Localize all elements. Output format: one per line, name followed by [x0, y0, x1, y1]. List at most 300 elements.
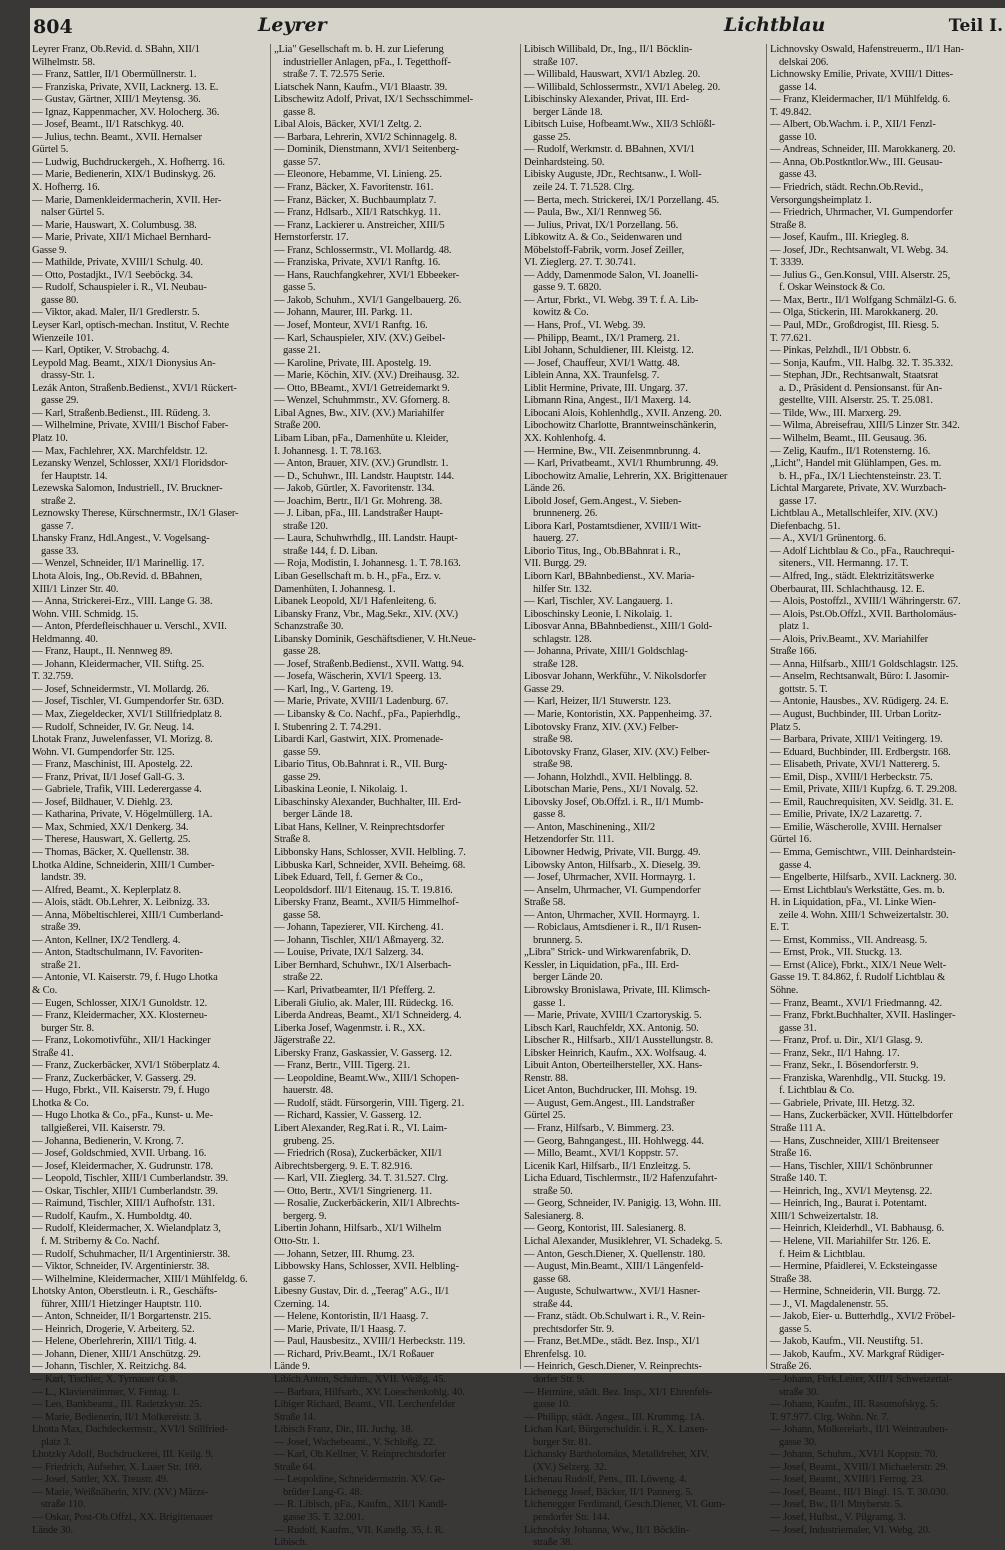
directory-entry-line: tallgießerei, VII. Kaiserstr. 79. — [41, 1123, 166, 1135]
directory-entry-line: — Johann, Kaufm., III. Rasumofskyg. 5. — [770, 1399, 938, 1411]
directory-entry-line: Lhotzky Adolf, Buchdruckerei, III. Keilg. 9. — [32, 1449, 214, 1461]
directory-entry-line: Gasse 19. T. 84.862, f. Rudolf Lichtblau & — [770, 972, 946, 984]
directory-entry-line: — Mathilde, Private, XVIII/1 Schulg. 40. — [32, 257, 203, 269]
directory-entry-line: — Auguste, Schulwartww., XVI/1 Hasner- — [524, 1286, 701, 1298]
directory-entry-line: Libsker Heinrich, Kaufm., XX. Wolfsaug. 4. — [524, 1047, 707, 1059]
directory-entry-line: straße 107. — [533, 56, 578, 68]
directory-entry-line: — Richard, Kassier, V. Gasserg. 12. — [274, 1110, 422, 1122]
directory-entry-line: Libowner Hedwig, Private, VII. Burgg. 49. — [524, 847, 701, 858]
directory-entry-line: straße 21. — [41, 959, 81, 971]
directory-entry-line: — Johanna, Bedienerin, V. Krong. 7. — [32, 1135, 184, 1147]
directory-entry-line: — Emil, Disp., XVIII/1 Herbeckstr. 75. — [770, 771, 933, 783]
directory-entry-line: — Marie, Kontoristin, XX. Pappenheimg. 37. — [524, 708, 712, 720]
directory-entry-line: Lhota Alois, Ing., Ob.Revid. d. BBahnen, — [32, 570, 202, 582]
directory-entry-line: — Josef, Kleidermacher, X. Gudrunstr. 178. — [32, 1160, 213, 1172]
directory-entry-line: — Libansky & Co. Nachf., pFa., Papierhdlg., — [274, 708, 461, 720]
directory-entry-line: — Karl, Schauspieler, XIV. (XV.) Geibel- — [274, 332, 446, 344]
directory-entry-line: Libario Titus, Ob.Bahnrat i. R., VII. Burg- — [274, 759, 448, 771]
directory-entry-line: straße 44. — [533, 1298, 573, 1310]
directory-entry-line: straße 120. — [283, 520, 328, 532]
directory-entry-line: — Karl, Ob.Kellner, V. Reinprechtsdorfer — [274, 1449, 446, 1461]
directory-entry-line: burger Str. 81. — [533, 1436, 592, 1448]
directory-entry-line: Lichnovsky Oswald, Hafenstreuerm., II/1 Han- — [770, 44, 964, 55]
directory-entry-line: — Marie, Weißnäherin, XIV. (XV.) Märzs- — [32, 1486, 208, 1498]
directory-entry-line: — Marie, Private, XVIII/1 Ladenburg. 67. — [274, 696, 449, 708]
directory-entry-line: — Marie, Bedienerin, XIX/1 Budinskyg. 26. — [32, 169, 216, 181]
directory-entry-line: — Viktor, akad. Maler, II/1 Gredlerstr. 5. — [32, 307, 200, 319]
directory-entry-line: gasse 80. — [41, 294, 79, 306]
directory-entry-line: Straße 140. T. — [770, 1173, 827, 1185]
right-heading: Teil I. — [948, 16, 1003, 36]
directory-entry-line: Libischinsky Alexander, Privat, III. Erd- — [524, 94, 689, 106]
directory-entry-line: Lichtblau A., Metallschleifer, XIV. (XV.) — [770, 508, 938, 520]
directory-entry-line: Heldmanng. 40. — [32, 633, 98, 645]
directory-entry-line: — Elisabeth, Private, XVI/1 Nattererg. 5. — [770, 759, 940, 771]
directory-entry-line: gasse 59. — [283, 746, 321, 758]
directory-entry-line: — Otto, Bertr., XVI/1 Singrienerg. 11. — [274, 1185, 432, 1197]
directory-entry-line: Libotovsky Franz, Glaser, XIV. (XV.) Felber- — [524, 746, 710, 758]
directory-entry-line: Gasse 29. — [524, 683, 564, 695]
directory-entry-line: Licet Anton, Buchdrucker, III. Mohsg. 19. — [524, 1085, 697, 1097]
directory-entry-line: — Georg, Kontorist, III. Salesianerg. 8. — [524, 1223, 686, 1235]
directory-entry-line: T. 3339. — [770, 257, 804, 269]
directory-entry-line: — Emil, Rauchrequisiten, XV. Seidlg. 31. E. — [770, 796, 954, 808]
directory-entry-line: — Franziska, Private, XVI/1 Ranftg. 16. — [274, 257, 441, 269]
directory-entry-line: Libovsky Josef, Ob.Offzl. i. R., II/1 Mumb- — [524, 796, 704, 808]
directory-entry-line: — Anna, Ob.Postkntlor.Ww., III. Geusau- — [770, 156, 943, 168]
directory-entry-line: — Marie, Private, XII/1 Michael Bernhard- — [32, 232, 211, 244]
directory-entry-line: Lhotta Max, Dachdeckermstr., XVI/1 Stillfried- — [32, 1424, 228, 1436]
directory-entry-line: — Hans, Rauchfangkehrer, XVI/1 Ebbeeker- — [274, 269, 460, 281]
directory-entry-line: Gasse 9. — [32, 244, 67, 256]
directory-entry-line: gasse 29. — [283, 771, 321, 783]
directory-entry-line: — Artur, Fbrkt., VI. Webg. 39 T. f. A. Lib- — [524, 294, 699, 306]
directory-entry-line: — Willibald, Schlossermstr., XVI/1 Abeleg. 20. — [524, 81, 721, 93]
directory-entry-line: — Raimund, Tischler, XIII/1 Aufhofstr. 131. — [32, 1198, 215, 1210]
directory-entry-line: Lichnofsky Johanna, Ww., II/1 Böcklin- — [524, 1524, 689, 1536]
directory-entry-line: Libesny Gustav, Dir. d. „Teerag" A.G., II/1 — [274, 1286, 450, 1298]
directory-entry-line: — Franz, Bäcker, X. Buchbaumplatz 7. — [274, 194, 437, 206]
directory-entry-line: führer, XIII/1 Hietzinger Hauptstr. 110. — [41, 1298, 202, 1310]
directory-entry-line: straße 110. — [41, 1499, 86, 1511]
column-divider — [520, 44, 521, 1369]
directory-entry-line: Libanek Leopold, XI/1 Hafenleiteng. 6. — [274, 596, 437, 608]
directory-entry-line: — Franz, Kleidermacher, XX. Klosterneu- — [32, 1010, 208, 1022]
directory-entry-line: — Gabriele, Private, III. Hetzg. 32. — [770, 1097, 915, 1109]
directory-entry-line: — Alfred, Beamt., X. Keplerplatz 8. — [32, 884, 181, 896]
directory-entry-line: Lände 9. — [274, 1361, 310, 1373]
directory-entry-line: — Hermine, städt. Bez. Insp., XI/1 Ehrenfels- — [524, 1386, 713, 1398]
directory-entry-line: — Alois, Priv.Beamt., XV. Mariahilfer — [770, 633, 929, 645]
directory-entry-line: — Hugo Lhotka & Co., pFa., Kunst- u. Me- — [32, 1110, 213, 1122]
directory-entry-line: — Oskar, Tischler, XIII/1 Cumberlandstr. 39. — [32, 1185, 218, 1197]
directory-entry-line: — Johann, Schuhm., XVI/1 Koppstr. 70. — [770, 1449, 938, 1461]
directory-entry-line: I. Stubenring 2. T. 74.291. — [274, 721, 382, 733]
directory-entry-line: — Rudolf, Werkmstr. d. BBahnen, XVI/1 — [524, 144, 695, 156]
directory-entry-line: Aibrechtsbergerg. 9. E. T. 82.916. — [274, 1160, 413, 1172]
directory-entry-line: — Johann, Kleidermacher, VII. Stiftg. 25. — [32, 658, 205, 670]
directory-entry-line: — Johann, Setzer, III. Rhumg. 23. — [274, 1248, 415, 1260]
directory-entry-line: Deinhardsteing. 50. — [524, 156, 605, 168]
directory-entry-line: Liban Gesellschaft m. b. H., pFa., Erz. v. — [274, 570, 441, 582]
directory-entry-line: — Gabriele, Trafik, VIII. Lederergasse 4. — [32, 784, 202, 796]
directory-entry-line: — J. Liban, pFa., III. Landstraßer Haupt- — [274, 508, 443, 520]
directory-entry-line: gasse 8. — [533, 809, 566, 821]
directory-column-4 — [770, 44, 1004, 1536]
page-number: 804 — [33, 16, 73, 38]
directory-entry-line: — Leopoldine, Schneidermstrin. XV. Ge- — [274, 1474, 445, 1486]
directory-entry-line: Möbelstoff-Fabrik, vorm. Josef Zeiller, — [524, 244, 685, 256]
directory-entry-line: — Josef, Kaufm., III. Kriegleg. 8. — [770, 232, 909, 244]
directory-entry-line: — Rudolf, Schauspieler i. R., VI. Neubau- — [32, 282, 207, 294]
directory-entry-line: Lichan Karl, Bürgerschuldir. i. R., X. Laxen- — [524, 1424, 708, 1436]
directory-entry-line: — Hugo, Fbrkt., VII. Kaiserstr. 79, f. Hugo — [32, 1085, 210, 1097]
directory-entry-line: Platz 10. — [32, 432, 68, 444]
directory-entry-line: Czerning. 14. — [274, 1298, 330, 1310]
directory-entry-line: Libek Eduard, Tell, f. Gerner & Co., — [274, 872, 423, 884]
directory-entry-line: — Jakob, Kaufm., VII. Neustiftg. 51. — [770, 1336, 923, 1348]
directory-entry-line: Libochowitz Charlotte, Branntweinschänkerin, — [524, 420, 717, 432]
directory-entry-line: Lände 26. — [524, 483, 566, 495]
directory-entry-line: Libitsch Luise, Hofbeamt.Ww., XII/3 Schlößl- — [524, 119, 716, 131]
directory-entry-line: — Josef, Wachebeamt., V. Schloßg. 22. — [274, 1436, 436, 1448]
directory-entry-line: schlagstr. 128. — [533, 633, 592, 645]
directory-entry-line: Libersky Franz, Gaskassier, V. Gasserg. 12. — [274, 1047, 452, 1059]
directory-entry-line: — Max, Fachlehrer, XX. Marchfeldstr. 12. — [32, 445, 208, 457]
directory-entry-line: kowitz & Co. — [533, 307, 589, 319]
directory-entry-line: — Friedrich, städt. Rechn.Ob.Revid., — [770, 182, 924, 194]
directory-entry-line: Libal Alois, Bäcker, XVI/1 Zeltg. 2. — [274, 119, 422, 131]
directory-entry-line: — Jakob, Kaufm., XV. Markgraf Rüdiger- — [770, 1348, 945, 1360]
directory-entry-line: — Johann, Molkereiarb., II/1 Weintrauben- — [770, 1424, 948, 1436]
directory-entry-line: gasse 8. — [283, 106, 316, 118]
directory-entry-line: — Franz, Privat, II/1 Josef Gall-G. 3. — [32, 771, 185, 783]
directory-entry-line: Straße 166. — [770, 646, 817, 658]
directory-entry-line: — Franziska, Private, XVII, Lacknerg. 13. E. — [32, 81, 219, 93]
directory-entry-line: — Anna, Strickerei-Erz., VIII. Lange G. 38. — [32, 596, 213, 608]
directory-entry-line: — Anselm, Rechtsanwalt, Büro: I. Jasomir- — [770, 671, 950, 683]
directory-entry-line: — Franz, Schlossermstr., VI. Mollardg. 48. — [274, 244, 452, 256]
directory-entry-line: — Max, Bertr., II/1 Wolfgang Schmälzl-G. 6. — [770, 294, 957, 306]
directory-entry-line: straße 7. T. 72.575 Serie. — [283, 69, 385, 81]
directory-entry-line: — Ernst Lichtblau's Werkstätte, Ges. m. b. — [770, 884, 945, 896]
directory-entry-line: gasse 5. — [779, 1323, 812, 1335]
directory-entry-line: — Marie, Bedienerin, II/1 Molkereistr. 3. — [32, 1411, 202, 1423]
directory-entry-line: Libertin Johann, Hilfsarb., XI/1 Wilhelm — [274, 1223, 442, 1235]
directory-entry-line: — Anton, Uhrmacher, XVII. Hormayrg. 1. — [524, 909, 700, 921]
directory-entry-line: — Jakob, Gürtler, X. Favoritenstr. 134. — [274, 483, 435, 495]
directory-entry-line: — Robiclaus, Amtsdiener i. R., II/1 Rusen- — [524, 922, 702, 934]
directory-entry-line: Libotovsky Franz, XIV. (XV.) Felber- — [524, 721, 679, 733]
directory-entry-line: — Franz, Sekr., II/1 Hahng. 17. — [770, 1047, 900, 1059]
directory-entry-line: straße 39. — [41, 922, 81, 934]
directory-entry-line: — Antonie, VI. Kaiserstr. 79, f. Hugo Lhotka — [32, 972, 218, 984]
directory-entry-line: — Josef, Bildhauer, V. Diehlg. 23. — [32, 796, 173, 808]
directory-entry-line: — Therese, Hauswart, X. Gellertg. 25. — [32, 834, 191, 846]
directory-entry-line: Libscher R., Hilfsarb., XII/1 Ausstellungstr. 8. — [524, 1035, 714, 1047]
directory-entry-line: — Paul, Hausbesitz., XVIII/1 Herbeckstr. 119. — [274, 1336, 466, 1348]
directory-entry-line: T. 32.759. — [32, 671, 74, 683]
directory-entry-line: gasse 43. — [779, 169, 817, 181]
directory-entry-line: — Josef, Straßenb.Bedienst., XVII. Wattg. 94. — [274, 658, 464, 670]
directory-entry-line: Lichnowsky Emilie, Private, XVIII/1 Dittes- — [770, 69, 954, 81]
directory-entry-line: Lände 30. — [32, 1524, 74, 1536]
directory-entry-line: — Roja, Modistin, I. Johannesg. 1. T. 78.163. — [274, 558, 461, 570]
directory-entry-line: — Julius, Privat, IX/1 Porzellang. 56. — [524, 219, 679, 231]
directory-entry-line: Jägerstraße 22. — [274, 1035, 336, 1047]
directory-entry-line: — Rosalie, Zuckerbäckerin, XII/1 Albrechts- — [274, 1198, 460, 1210]
directory-entry-line: Liborio Titus, Ing., Ob.BBahnrat i. R., — [524, 545, 681, 557]
directory-entry-line: gasse 10. — [533, 1399, 571, 1411]
directory-entry-line: — Emilie, Wäscherolle, XVIII. Hernalser — [770, 821, 942, 833]
directory-entry-line: — Rudolf, städt. Fürsorgerin, VIII. Tigerg. 21. — [274, 1097, 465, 1109]
directory-entry-line: — Eduard, Buchbinder, III. Erdbergstr. 168. — [770, 746, 951, 758]
directory-entry-line: — Rudolf, Kaufm., X. Humboldtg. 40. — [32, 1210, 192, 1222]
directory-entry-line: — Oskar, Post-Ob.Offzl., XX. Brigittenauer — [32, 1511, 214, 1523]
directory-entry-line: Libowsky Anton, Hilfsarb., X. Dieselg. 39. — [524, 859, 701, 871]
directory-entry-line: straße 38. — [533, 1537, 573, 1549]
directory-entry-line: — Jakob, Schuhm., XVI/1 Gangelbauerg. 26. — [274, 294, 462, 306]
directory-entry-line: — Franz, Hdlsarb., XII/1 Ratschkyg. 11. — [274, 207, 441, 219]
directory-entry-line: — Karl, VII. Zieglerg. 34. T. 31.527. Clrg. — [274, 1173, 449, 1185]
directory-entry-line: — Josef, Beamt., XVIII/1 Michaelerstr. 29. — [770, 1461, 948, 1473]
directory-entry-line: XX. Kohlenhofg. 4. — [524, 432, 606, 444]
directory-entry-line: siteners., VII. Hermanng. 17. T. — [779, 558, 909, 570]
directory-entry-line: — Franz, Lackierer u. Anstreicher, XIII/5 — [274, 219, 445, 231]
directory-entry-line: „Licht", Handel mit Glühlampen, Ges. m. — [770, 458, 942, 470]
directory-entry-line: — L., Klavierstimmer, V. Fentag. 1. — [32, 1386, 180, 1398]
directory-entry-line: — Julius G., Gen.Konsul, VIII. Alserstr. 25, — [770, 269, 951, 281]
directory-entry-line: XIII/1 Linzer Str. 40. — [32, 583, 119, 595]
directory-entry-line: gottstr. 5. T. — [779, 683, 828, 695]
directory-entry-line: Versorgungsheimplatz 1. — [770, 194, 872, 206]
directory-entry-line: — Marie, Hauswart, X. Columbusg. 38. — [32, 219, 197, 231]
directory-entry-line: — Hermine, Schneiderin, VII. Burgg. 72. — [770, 1286, 941, 1298]
directory-column-1 — [32, 44, 268, 1536]
directory-entry-line: gasse 57. — [283, 156, 321, 168]
directory-entry-line: — Stephan, JDr., Rechtsanwalt, Staatsrat — [770, 370, 939, 382]
directory-entry-line: Libal Agnes, Bw., XIV. (XV.) Mariahilfer — [274, 407, 445, 419]
directory-entry-line: Straße 14. — [274, 1411, 316, 1423]
directory-entry-line: gasse 68. — [533, 1273, 571, 1285]
directory-entry-line: — Addy, Damenmode Salon, VI. Joanelli- — [524, 269, 699, 281]
directory-entry-line: Straße 41. — [32, 1047, 74, 1059]
directory-entry-line: — Friedrich, Aufseher, X. Laaer Str. 169. — [32, 1461, 202, 1473]
directory-entry-line: — Karl, Optiker, V. Strobachg. 4. — [32, 345, 170, 357]
directory-entry-line: — Heinrich, Ing., XVI/1 Meytensg. 22. — [770, 1185, 933, 1197]
directory-entry-line: Schanzstraße 30. — [274, 621, 344, 633]
directory-entry-line: Libiger Richard, Beamt., VII. Lerchenfelder — [274, 1399, 456, 1411]
directory-entry-line: nalser Gürtel 5. — [41, 207, 105, 219]
directory-entry-line: Libisky Auguste, JDr., Rechtsanw., I. Woll- — [524, 169, 702, 181]
directory-entry-line: Lezansky Wenzel, Schlosser, XXI/1 Floridsdor- — [32, 458, 228, 470]
directory-entry-line: Straße 8. — [770, 219, 807, 231]
directory-entry-line: berger Lände 18. — [283, 809, 353, 821]
directory-entry-line: straße 30. — [779, 1386, 819, 1398]
directory-entry-line: Libert Alexander, Reg.Rat i. R., VI. Laim- — [274, 1123, 448, 1135]
directory-entry-line: Ehrenfelsg. 10. — [524, 1348, 587, 1360]
directory-entry-line: — August, Buchbinder, III. Urban Loritz- — [770, 708, 942, 720]
directory-entry-line: — Helene, Kontoristin, II/1 Haasg. 7. — [274, 1311, 429, 1323]
directory-entry-line: gasse 28. — [283, 646, 321, 658]
directory-entry-line: Libich Anton, Schuhm., XVII. Weißg. 45. — [274, 1373, 446, 1385]
directory-entry-line: gasse 35. T. 32.001. — [283, 1511, 365, 1523]
directory-entry-line: f. Lichtblau & Co. — [779, 1085, 855, 1097]
column-divider — [270, 44, 271, 1369]
directory-entry-line: gasse 7. — [283, 1273, 316, 1285]
directory-entry-line: burger Str. 8. — [41, 1022, 95, 1034]
directory-entry-line: — Anton, Brauer, XIV. (XV.) Grundlstr. 1. — [274, 458, 449, 470]
directory-entry-line: Straße 58. — [524, 897, 566, 909]
directory-entry-line: hauerg. 27. — [533, 533, 579, 545]
directory-entry-line: Libansky Franz, Vbr., Mag.Sekr., XIV. (XV.) — [274, 608, 458, 620]
directory-entry-line: T. 77.621. — [770, 332, 812, 344]
directory-entry-line: — Paul, MDr., Großdrogist, III. Riesg. 5. — [770, 320, 939, 332]
directory-entry-line: straße 22. — [283, 972, 323, 984]
directory-entry-line: — Dominik, Dienstmann, XVI/1 Seitenberg- — [274, 144, 460, 156]
directory-entry-line: prechtsdorfer Str. 9. — [533, 1323, 614, 1335]
directory-entry-line: — Josef, Chauffeur, XVI/1 Wattg. 48. — [524, 357, 680, 369]
directory-entry-line: Gürtel 16. — [770, 834, 812, 846]
directory-entry-line: — Anton, Kellner, IX/2 Tendlerg. 4. — [32, 934, 181, 946]
directory-entry-line: — Helene, VII. Mariahilfer Str. 126. E. — [770, 1235, 931, 1247]
directory-entry-line: Libardi Karl, Gastwirt, XIX. Promenade- — [274, 734, 444, 746]
directory-entry-line: — Otto, BBeamt., XVI/1 Getreidemarkt 9. — [274, 382, 450, 394]
directory-entry-line: gasse 9. T. 6820. — [533, 282, 602, 294]
directory-entry-line: Libocani Alois, Kohlenhdlg., XVII. Anzeng. 20. — [524, 407, 722, 419]
directory-entry-line: bergerg. 9. — [283, 1210, 327, 1222]
directory-entry-line: — Karl, Straßenb.Bedienst., III. Rüdeng. 3. — [32, 407, 211, 419]
directory-entry-line: Libotschan Marie, Pens., XI/1 Novalg. 52. — [524, 784, 698, 796]
directory-entry-line: gasse 4. — [779, 859, 812, 871]
directory-entry-line: X. Hofherrg. 16. — [32, 182, 100, 194]
directory-entry-line: Lichansky Bartholomäus, Metalldreher, XIV. — [524, 1449, 709, 1461]
directory-entry-line: — Ernst, Kommiss., VII. Andreasg. 5. — [770, 934, 928, 946]
directory-entry-line: — Karl, Ing., V. Garteng. 19. — [274, 683, 394, 695]
directory-entry-line: Gürtel 25. — [524, 1110, 566, 1122]
directory-entry-line: — Heinrich, Ing., Baurat i. Potentamt. — [770, 1198, 927, 1210]
directory-entry-line: Lichtal Margarete, Private, XV. Wurzbach- — [770, 483, 947, 495]
directory-entry-line: — Franz, Beamt., XVI/1 Friedmanng. 42. — [770, 997, 943, 1009]
directory-entry-line: Hetzendorfer Str. 111. — [524, 834, 615, 846]
directory-entry-line: — Josef, Tischler, VI. Gumpendorfer Str. 63D. — [32, 696, 224, 708]
directory-entry-line: Wohn. VIII. Schmidg. 15. — [32, 608, 139, 620]
directory-entry-line: — Anton, Stadtschulmann, IV. Favoriten- — [32, 947, 203, 959]
directory-entry-line: — Ludwig, Buchdruckergeh., X. Hofherrg. 16. — [32, 156, 225, 168]
directory-entry-line: Leopoldsdorf. III/1 Eitenaug. 15. T. 19.816. — [274, 884, 453, 896]
directory-entry-line: Straße 26. — [770, 1361, 812, 1373]
directory-entry-line: Libersky Franz, Beamt., XVII/5 Himmelhof- — [274, 897, 459, 909]
directory-entry-line: Oberbaurat, III. Schlachthausg. 12. E. — [770, 583, 925, 595]
directory-entry-line: — Leopold, Tischler, XIII/1 Cumberlandstr. 39. — [32, 1173, 228, 1185]
left-heading: Leyrer — [258, 14, 327, 36]
directory-entry-line: Renstr. 88. — [524, 1072, 568, 1084]
directory-entry-line: Kessler, in Liquidation, pFa., III. Erd- — [524, 959, 679, 971]
directory-entry-line: — Leo, Bankbeamt., III. Radetzkystr. 25. — [32, 1399, 202, 1411]
directory-entry-line: Otto-Str. 1. — [274, 1235, 320, 1247]
directory-entry-line: — Heinrich, Drogerie, V. Arbeiterg. 52. — [32, 1323, 195, 1335]
directory-entry-line: Liblit Hermine, Private, III. Ungarg. 37. — [524, 382, 688, 394]
directory-entry-line: dorfer Str. 9. — [533, 1373, 585, 1385]
directory-entry-line: Libmann Rina, Angest., II/1 Maxerg. 14. — [524, 395, 691, 407]
directory-entry-line: — August, Gem.Angest., III. Landstraßer — [524, 1097, 695, 1109]
directory-entry-line: — Alfred, Ing., städt. Elektrizitätswerke — [770, 570, 934, 582]
directory-entry-line: — Karl, Tischler, X. Tyrnauer G. 8. — [32, 1373, 178, 1385]
directory-entry-line: grubeng. 25. — [283, 1135, 335, 1147]
directory-entry-line: Lhansky Franz, Hdl.Angest., V. Vogelsang- — [32, 533, 210, 545]
directory-entry-line: — Hans, Prof., VI. Webg. 39. — [524, 320, 646, 332]
directory-entry-line: Libkowitz A. & Co., Seidenwaren und — [524, 232, 682, 244]
directory-entry-line: Libat Hans, Kellner, V. Reinprechtsdorfer — [274, 821, 445, 833]
directory-entry-line: — Laura, Schuhwrhdlg., III. Landstr. Haupt- — [274, 533, 458, 545]
directory-entry-line: — Emil, Private, XIII/1 Kupfzg. 6. T. 29.208. — [770, 784, 958, 796]
directory-entry-line: — Josef, Sattler, XX. Treustr. 49. — [32, 1474, 169, 1486]
directory-entry-line: Liberali Giulio, ak. Maler, III. Rüdeckg. 16. — [274, 997, 454, 1009]
page-header — [30, 8, 1005, 42]
directory-entry-line: — Karl, Tischler, XV. Langauerg. 1. — [524, 596, 673, 608]
directory-entry-line: — Engelberte, Hilfsarb., XVII. Lacknerg. 30. — [770, 872, 957, 884]
directory-entry-line: — Franz, Haupt., II. Nennweg 89. — [32, 646, 173, 658]
directory-entry-line: Libansky Dominik, Geschäftsdiener, V. Ht.Neue- — [274, 633, 476, 645]
directory-entry-line: VI. Zieglerg. 27. T. 30.741. — [524, 257, 636, 269]
directory-entry-line: H. in Liquidation, pFa., VI. Linke Wien- — [770, 897, 936, 909]
directory-entry-line: — Paula, Bw., XI/1 Rennweg 56. — [524, 207, 662, 219]
directory-entry-line: — Alois, Postoffzl., XVIII/1 Währingerstr. 67. — [770, 596, 961, 608]
directory-entry-line: — Josef, Bw., II/1 Mnyberstr. 5. — [770, 1499, 903, 1511]
directory-entry-line: Lhotka Aldine, Schneiderin, XIII/1 Cumber- — [32, 859, 215, 871]
directory-entry-line: Libosvar Johann, Werkführ., V. Nikolsdorfer — [524, 671, 707, 683]
directory-entry-line: — Josef, Uhrmacher, XVII. Hormayrg. 1. — [524, 872, 696, 884]
directory-entry-line: — Julius, techn. Beamt., XVII. Hernalser — [32, 131, 202, 143]
directory-entry-line: — Wilhelmine, Kleidermacher, XIII/1 Mühlfeldg. 6. — [32, 1273, 248, 1285]
directory-entry-line: — Anna, Hilfsarb., XIII/1 Goldschlagstr. 125. — [770, 658, 959, 670]
directory-entry-line: brunnerg. 5. — [533, 934, 583, 946]
directory-entry-line: — Barbara, Lehrerin, XVI/2 Schinnagelg. 8. — [274, 131, 457, 143]
directory-entry-line: — Eleonore, Hebamme, VI. Linieng. 25. — [274, 169, 442, 181]
directory-entry-line: — Ignaz, Kappenmacher, XV. Holocherg. 36. — [32, 106, 220, 118]
directory-entry-line: — Franz, Kleidermacher, II/1 Mühlfeldg. 6. — [770, 94, 951, 106]
directory-entry-line: Wohn. VI. Gumpendorfer Str. 125. — [32, 746, 175, 758]
directory-entry-line: Libsch Karl, Rauchfeldr, XX. Antonig. 50. — [524, 1022, 699, 1034]
directory-entry-line: — Johann, Tapezierer, VII. Kircheng. 41. — [274, 922, 444, 934]
directory-entry-line: Librowsky Bronislawa, Private, III. Klimsch- — [524, 985, 711, 997]
directory-entry-line: Libbowsky Hans, Schlosser, XVII. Helbling- — [274, 1261, 459, 1273]
directory-entry-line: — Zelig, Kaufm., II/1 Rotensterng. 16. — [770, 445, 931, 457]
directory-entry-line: — Johanna, Private, XIII/1 Goldschlag- — [524, 646, 688, 658]
directory-entry-line: Leypold Mag. Beamt., XIX/1 Dionysius An- — [32, 357, 216, 369]
directory-entry-line: T. 49.842. — [770, 106, 812, 118]
directory-entry-line: gasse 31. — [779, 1022, 817, 1034]
directory-entry-line: Libosvar Anna, BBahnbedienst., XIII/1 Gold- — [524, 621, 713, 633]
directory-entry-line: — Anton, Gesch.Diener, X. Quellenstr. 180. — [524, 1248, 706, 1260]
directory-column-3 — [524, 44, 764, 1549]
directory-entry-line: — Hans, Zuschneider, XIII/1 Breitenseer — [770, 1135, 940, 1147]
directory-entry-line: Libschewitz Adolf, Privat, IX/1 Sechsschimmel- — [274, 94, 474, 106]
directory-entry-line: — Johann, Diener, XIII/1 Anschützg. 29. — [32, 1348, 201, 1360]
directory-entry-line: — Anna, Möbeltischlerei, XIII/1 Cumberland- — [32, 909, 224, 921]
directory-entry-line: — Wilma, Abreisefrau, XIII/5 Linzer Str. 342. — [770, 420, 960, 432]
directory-entry-line: Lhotka & Co. — [32, 1097, 89, 1109]
directory-entry-line: — A., XVI/1 Grünentorg. 6. — [770, 533, 886, 545]
directory-entry-line: gasse 21. — [283, 345, 321, 357]
directory-entry-line: — Antonie, Hausbes., XV. Rüdigerg. 24. E. — [770, 696, 949, 708]
directory-entry-line: — Johann, Holzhdl., XVII. Helblingg. 8. — [524, 771, 693, 783]
directory-entry-line: — Marie, Private, XVIII/1 Czartoryskig. 5. — [524, 1010, 702, 1022]
directory-entry-line: — Franziska, Warenhdlg., VII. Stuckg. 19. — [770, 1072, 946, 1084]
directory-entry-line: Libochowitz Amalie, Lehrerin, XX. Brigittenauer — [524, 470, 728, 482]
directory-entry-line: Lezewska Salomon, Industriell., IV. Bruckner- — [32, 483, 223, 495]
directory-entry-line: — Johann, Maurer, III. Parkg. 11. — [274, 307, 413, 319]
